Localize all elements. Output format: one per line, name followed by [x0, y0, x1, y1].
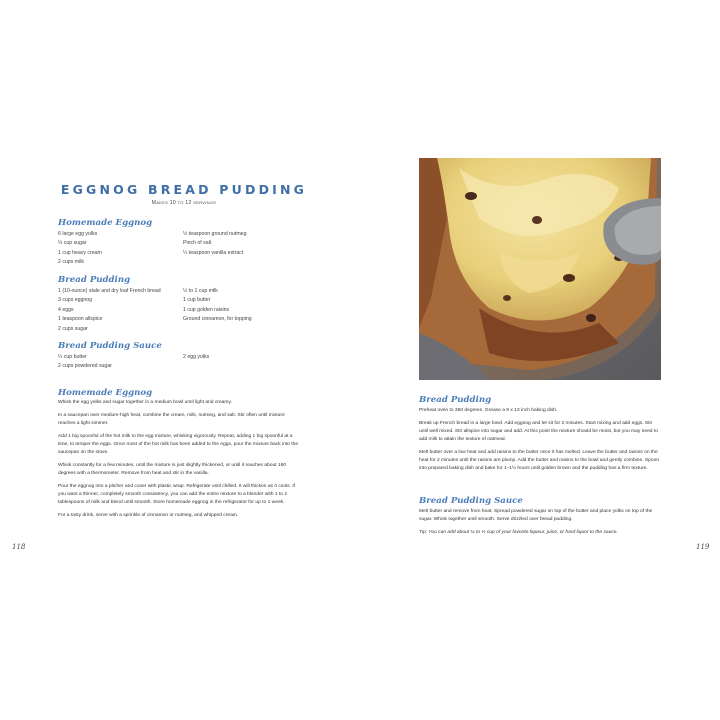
recipe-title: EGGNOG BREAD PUDDING	[60, 182, 308, 197]
eggnog-method	[58, 399, 300, 525]
section-heading-sauce-method: Bread Pudding Sauce	[419, 496, 523, 506]
ingredient-item: Pinch of salt	[183, 240, 212, 247]
method-paragraph: Whisk constantly for a few minutes, until the mixture is just slightly thickened, or until it reaches about 160 degrees with a thermometer. Remove from heat and stir in the vanilla.	[58, 463, 287, 476]
sauce-method	[419, 508, 661, 542]
recipe-tip: Tip: You can add about ¼ to ⅓ cup of your favorite liqueur, juice, or hard liquor to the sauce.	[419, 530, 618, 535]
ingredient-item: 3 cups eggnog	[58, 297, 93, 304]
ingredient-item: ¼ teaspoon vanilla extract	[183, 249, 244, 256]
ingredient-list-sauce-col2	[183, 353, 209, 362]
ingredient-item: ¼ cup butter	[58, 354, 87, 360]
ingredient-item: 1 cup golden raisins	[183, 306, 230, 313]
bread-pudding-photo	[419, 158, 661, 380]
ingredient-item: ½ to 1 cup milk	[183, 288, 218, 294]
ingredient-item: 1 cup butter	[183, 297, 211, 304]
ingredient-item: 4 eggs	[58, 306, 74, 313]
ingredient-item: 2 egg yolks	[183, 354, 210, 360]
recipe-yield: Makes 10 to 12 servings	[151, 200, 217, 206]
section-heading-homemade-eggnog: Homemade Eggnog	[58, 218, 153, 228]
ingredient-item: 1 cup heavy cream	[58, 249, 102, 256]
method-heading-homemade-eggnog: Homemade Eggnog	[58, 388, 153, 398]
section-heading-bread-pudding-method: Bread Pudding	[419, 395, 492, 405]
method-paragraph: Break up French bread in a large bowl. Add eggnog and let sit for 2 minutes. Start mixing and add eggs. Stir until well mixed. Stir allspice into sugar and add. At this point the mixture should be moist, but you may need to add milk to attain the texture of oatmeal.	[419, 421, 658, 442]
ingredient-item: 2 cups milk	[58, 259, 84, 266]
ingredient-list-pudding-col2	[183, 287, 252, 325]
method-paragraph: Melt butter and remove from heat. Spread powdered sugar on top of the butter and place yolks on top of the sugar. Whisk together until smooth. Serve drizzled over bread pudding.	[419, 509, 653, 522]
section-heading-bread-pudding-sauce: Bread Pudding Sauce	[58, 341, 162, 351]
page-number-right: 119	[696, 543, 710, 551]
ingredient-item: 1 (10-ounce) stale and dry loaf French bread	[58, 288, 161, 294]
ingredient-item: 2 cups powdered sugar	[58, 363, 112, 370]
bread-pudding-method	[419, 407, 661, 478]
method-paragraph: In a saucepan over medium-high heat, combine the cream, milk, nutmeg, and salt. Stir often until mixture reaches a light simmer.	[58, 413, 285, 426]
ingredient-item: 1 teaspoon allspice	[58, 316, 103, 323]
method-paragraph: Add 1 big spoonful of the hot milk to the egg mixture, whisking vigorously. Repeat, adding 1 big spoonful at a time, to temper the eggs. Once most of the hot milk has been added to the eggs, pour the mixture back into the saucepan on the stove.	[58, 434, 299, 455]
ingredient-item: ½ teaspoon ground nutmeg	[183, 231, 247, 237]
ingredient-item: Ground cinnamon, for topping	[183, 316, 252, 323]
ingredient-list-eggnog-col2	[183, 230, 246, 258]
ingredient-list-eggnog-col1	[58, 230, 102, 268]
method-paragraph: Preheat oven to 350 degrees. Grease a 9 x 13 inch baking dish.	[419, 408, 558, 413]
method-paragraph: Pour the eggnog into a pitcher and cover with plastic wrap. Refrigerate until chilled. It will thicken as it cools. If you want a thinner, completely smooth consistency, you can add the entire mixture to a blender with 1 to 2 tablespoons of milk and blend until smooth. Store homemade eggnog in the refrigerator for up to 1 week.	[58, 484, 296, 505]
ingredient-item: ⅓ cup sugar	[58, 240, 87, 247]
ingredient-item: 2 cups sugar	[58, 325, 88, 332]
method-paragraph: For a tasty drink, serve with a sprinkle of cinnamon or nutmeg, and whipped cream.	[58, 513, 239, 518]
ingredient-list-sauce-col1	[58, 353, 112, 372]
ingredient-item: 6 large egg yolks	[58, 231, 98, 237]
bread-pudding-photo-illustration	[419, 158, 661, 380]
page-number-left: 118	[12, 543, 26, 551]
section-heading-bread-pudding: Bread Pudding	[58, 275, 131, 285]
method-paragraph: Melt butter over a low heat and add raisins to the butter once it has melted. Leave the butter and raisins on the heat for 2 minutes until the raisins are plump. Add the butter and raisins to the bowl and gently combine. Spoon into prepared baking dish and bake for 1–1½ hours until golden brown and the pudding has a firm texture.	[419, 450, 660, 471]
method-paragraph: Whisk the egg yolks and sugar together in a medium bowl until light and creamy.	[58, 400, 232, 405]
ingredient-list-pudding-col1	[58, 287, 161, 334]
